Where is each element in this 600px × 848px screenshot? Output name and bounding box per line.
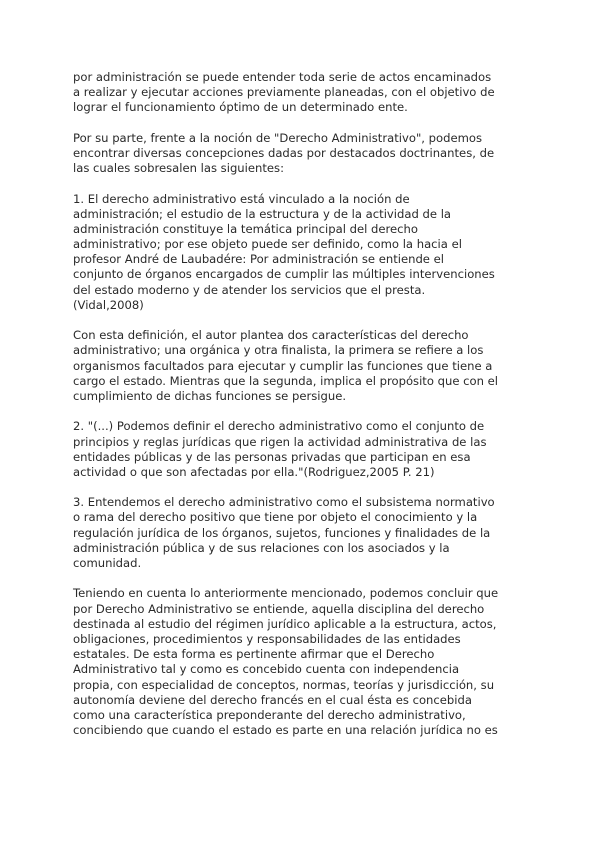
text-line: administrativo; por ese objeto puede ser definido, como la hacia el [73,237,462,252]
text-line: por administración se puede entender toda serie de actos encaminados [73,70,492,84]
text-line: encontrar diversas concepciones dadas por destacados doctrinantes, de [73,145,495,160]
paragraph-conclusion [73,586,533,738]
text-line: administración pública y de sus relaciones con los asociados y la [73,540,450,555]
paragraph-gap [73,571,533,586]
text-line: principios y reglas jurídicas que rigen la actividad administrativa de las [73,434,487,449]
paragraph-caracteristicas [73,328,533,404]
text-line: cumplimiento de dichas funciones se persigue. [73,388,347,403]
text-line: autonomía deviene del derecho francés en el cual ésta es concebida [73,692,472,707]
text-line: a realizar y ejecutar acciones previamente planeadas, con el objetivo de [73,85,495,100]
text-line: Por su parte, frente a la noción de "Derecho Administrativo", podemos [73,130,483,145]
text-line: obligaciones, procedimientos y responsabilidades de las entidades [73,631,461,646]
text-line: Teniendo en cuenta lo anteriormente mencionado, podemos concluir que [73,586,499,601]
text-line: 2. "(...) Podemos definir el derecho administrativo como el conjunto de [73,419,485,434]
paragraph-gap [73,313,533,328]
citation-line: (Vidal,2008) [73,297,144,312]
paragraph-definicion-2 [73,419,533,480]
paragraph-definicion-3 [73,495,533,571]
text-line: administrativo; una orgánica y otra finalista, la primera se refiere a los [73,343,484,358]
text-line: o rama del derecho positivo que tiene por objeto el conocimiento y la [73,510,478,525]
paragraph-gap [73,176,533,191]
text-line: administración; el estudio de la estructura y de la actividad de la [73,206,452,221]
text-line: Administrativo tal y como es concebido cuenta con independencia [73,662,460,677]
document-page [73,70,533,738]
paragraph-gap [73,116,533,131]
paragraph-concepciones [73,131,533,177]
text-line: como una característica preponderante del derecho administrativo, [73,707,466,722]
text-line: organismos facultados para ejecutar y cumplir las funciones que tiene a [73,358,493,373]
text-line: lograr el funcionamiento óptimo de un determinado ente. [73,100,408,115]
text-line: regulación jurídica de los órganos, sujetos, funciones y finalidades de la [73,525,491,540]
paragraph-intro [73,70,533,116]
text-line: conjunto de órganos encargados de cumplir las múltiples intervenciones [73,267,495,282]
text-line: administración constituye la temática principal del derecho [73,221,418,236]
text-line: profesor André de Laubadére: Por administración se entiende el [73,252,444,267]
text-line: propia, con especialidad de conceptos, normas, teorías y jurisdicción, su [73,677,495,692]
text-line: Con esta definición, el autor plantea dos características del derecho [73,328,469,343]
text-line: actividad o que son afectadas por ella."(Rodriguez,2005 P. 21) [73,464,435,479]
text-line: concibiendo que cuando el estado es parte en una relación jurídica no es [73,723,498,738]
paragraph-gap [73,480,533,495]
text-line: 1. El derecho administrativo está vinculado a la noción de [73,191,410,206]
text-line: destinada al estudio del régimen jurídico aplicable a la estructura, actos, [73,616,497,631]
text-line: entidades públicas y de las personas privadas que participan en esa [73,449,471,464]
text-line: por Derecho Administrativo se entiende, aquella disciplina del derecho [73,601,485,616]
text-line: 3. Entendemos el derecho administrativo como el subsistema normativo [73,495,495,510]
text-line: comunidad. [73,556,142,570]
text-line: estatales. De esta forma es pertinente afirmar que el Derecho [73,647,435,662]
paragraph-gap [73,404,533,419]
text-line: las cuales sobresalen las siguientes: [73,161,284,176]
text-line: del estado moderno y de atender los servicios que el presta. [73,282,426,297]
paragraph-definicion-1 [73,192,533,314]
text-line: cargo el estado. Mientras que la segunda, implica el propósito que con el [73,373,499,388]
